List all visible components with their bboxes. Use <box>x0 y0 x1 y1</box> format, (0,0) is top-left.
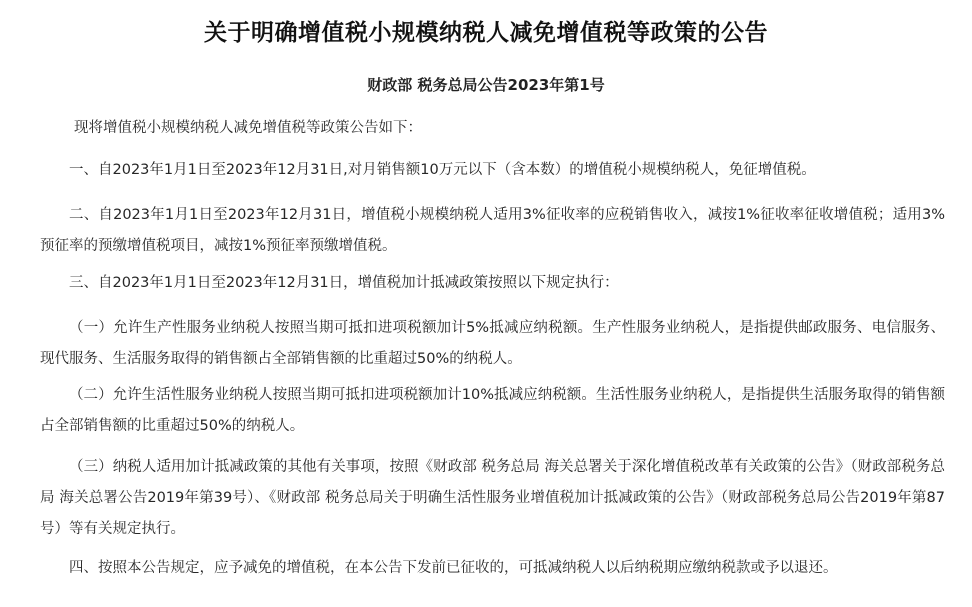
item-1-paragraph: 一、自2023年1月1日至2023年12月31日,对月销售额10万元以下（含本数）的增值税小规模纳税人，免征增值税。 <box>69 162 816 178</box>
intro-paragraph: 现将增值税小规模纳税人减免增值税等政策公告如下： <box>74 120 422 136</box>
item-3-1-paragraph: （一）允许生产性服务业纳税人按照当期可抵扣进项税额加计5%抵减应纳税额。生产性服务业纳税人，是指提供邮政服务、电信服务、现代服务、生活服务取得的销售额占全部销售额的比重超过50%的纳税人。 <box>40 320 945 367</box>
document-title: 关于明确增值税小规模纳税人减免增值税等政策的公告 <box>204 20 768 46</box>
item-3-2-paragraph: （二）允许生活性服务业纳税人按照当期可抵扣进项税额加计10%抵减应纳税额。生活性服务业纳税人，是指提供生活服务取得的销售额占全部销售额的比重超过50%的纳税人。 <box>40 387 945 434</box>
item-4-paragraph: 四、按照本公告规定，应予减免的增值税，在本公告下发前已征收的，可抵减纳税人以后纳税期应缴纳税款或予以退还。 <box>69 560 838 576</box>
item-3-paragraph: 三、自2023年1月1日至2023年12月31日，增值税加计抵减政策按照以下规定执行： <box>69 275 619 291</box>
document-number: 财政部 税务总局公告2023年第1号 <box>367 76 605 94</box>
item-2-paragraph: 二、自2023年1月1日至2023年12月31日，增值税小规模纳税人适用3%征收率的应税销售收入，减按1%征收率征收增值税；适用3%预征率的预缴增值税项目，减按1%预征率预缴增值税。 <box>40 207 945 254</box>
item-3-3-paragraph: （三）纳税人适用加计抵减政策的其他有关事项，按照《财政部 税务总局 海关总署关于深化增值税改革有关政策的公告》（财政部税务总局 海关总署公告2019年第39号）、《财政部 税务总局关于明确生活性服务业增值税加计抵减政策的公告》（财政部税务总局公告2019年第87号）等有关规定执行。 <box>40 459 945 537</box>
